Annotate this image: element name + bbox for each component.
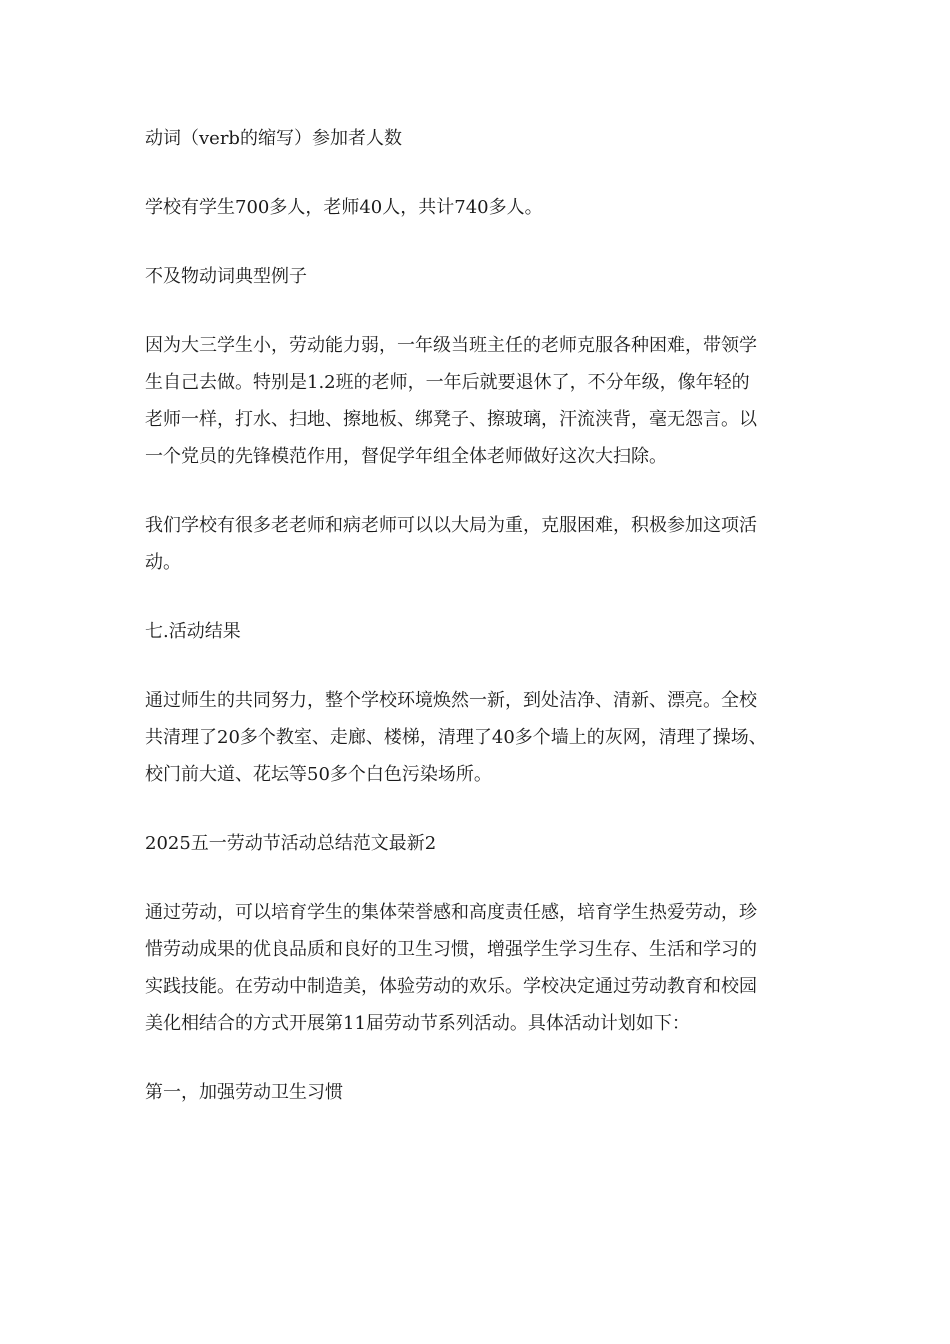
paragraph-verb-participants <box>145 120 815 157</box>
text-line: 第一，加强劳动卫生习惯 <box>145 1082 343 1103</box>
document-body <box>145 120 815 1143</box>
text-line: 老师一样，打水、扫地、擦地板、绑凳子、擦玻璃，汗流浃背，毫无怨言。以 <box>145 409 757 430</box>
text-line: 校门前大道、花坛等50多个白色污染场所。 <box>145 764 492 785</box>
text-line: 2025五一劳动节活动总结范文最新2 <box>145 833 437 854</box>
text-line: 不及物动词典型例子 <box>145 266 307 287</box>
text-line: 七.活动结果 <box>145 621 241 642</box>
text-line: 惜劳动成果的优良品质和良好的卫生习惯，增强学生学习生存、生活和学习的 <box>145 939 757 960</box>
paragraph-school-count <box>145 189 815 226</box>
paragraph-results <box>145 682 815 793</box>
text-line: 生自己去做。特别是1.2班的老师，一年后就要退休了，不分年级，像年轻的 <box>145 372 750 393</box>
text-line: 实践技能。在劳动中制造美，体验劳动的欢乐。学校决定通过劳动教育和校园 <box>145 976 757 997</box>
section-title-summary-2 <box>145 825 815 862</box>
text-line: 共清理了20多个教室、走廊、楼梯，清理了40多个墙上的灰网，清理了操场、 <box>145 727 767 748</box>
paragraph-teachers-effort <box>145 327 815 475</box>
text-line: 我们学校有很多老老师和病老师可以以大局为重，克服困难，积极参加这项活 <box>145 515 757 536</box>
paragraph-labor-education <box>145 894 815 1042</box>
text-line: 动词（verb的缩写）参加者人数 <box>145 128 402 149</box>
text-line: 通过师生的共同努力，整个学校环境焕然一新，到处洁净、清新、漂亮。全校 <box>145 690 757 711</box>
section-heading-first <box>145 1074 815 1111</box>
text-line: 通过劳动，可以培育学生的集体荣誉感和高度责任感，培育学生热爱劳动，珍 <box>145 902 757 923</box>
paragraph-intransitive-example <box>145 258 815 295</box>
text-line: 动。 <box>145 552 181 573</box>
paragraph-old-teachers <box>145 507 815 581</box>
text-line: 学校有学生700多人，老师40人，共计740多人。 <box>145 197 543 218</box>
text-line: 美化相结合的方式开展第11届劳动节系列活动。具体活动计划如下： <box>145 1013 690 1034</box>
text-line: 一个党员的先锋模范作用，督促学年组全体老师做好这次大扫除。 <box>145 446 667 467</box>
text-line: 因为大三学生小，劳动能力弱，一年级当班主任的老师克服各种困难，带领学 <box>145 335 757 356</box>
section-heading-results <box>145 613 815 650</box>
